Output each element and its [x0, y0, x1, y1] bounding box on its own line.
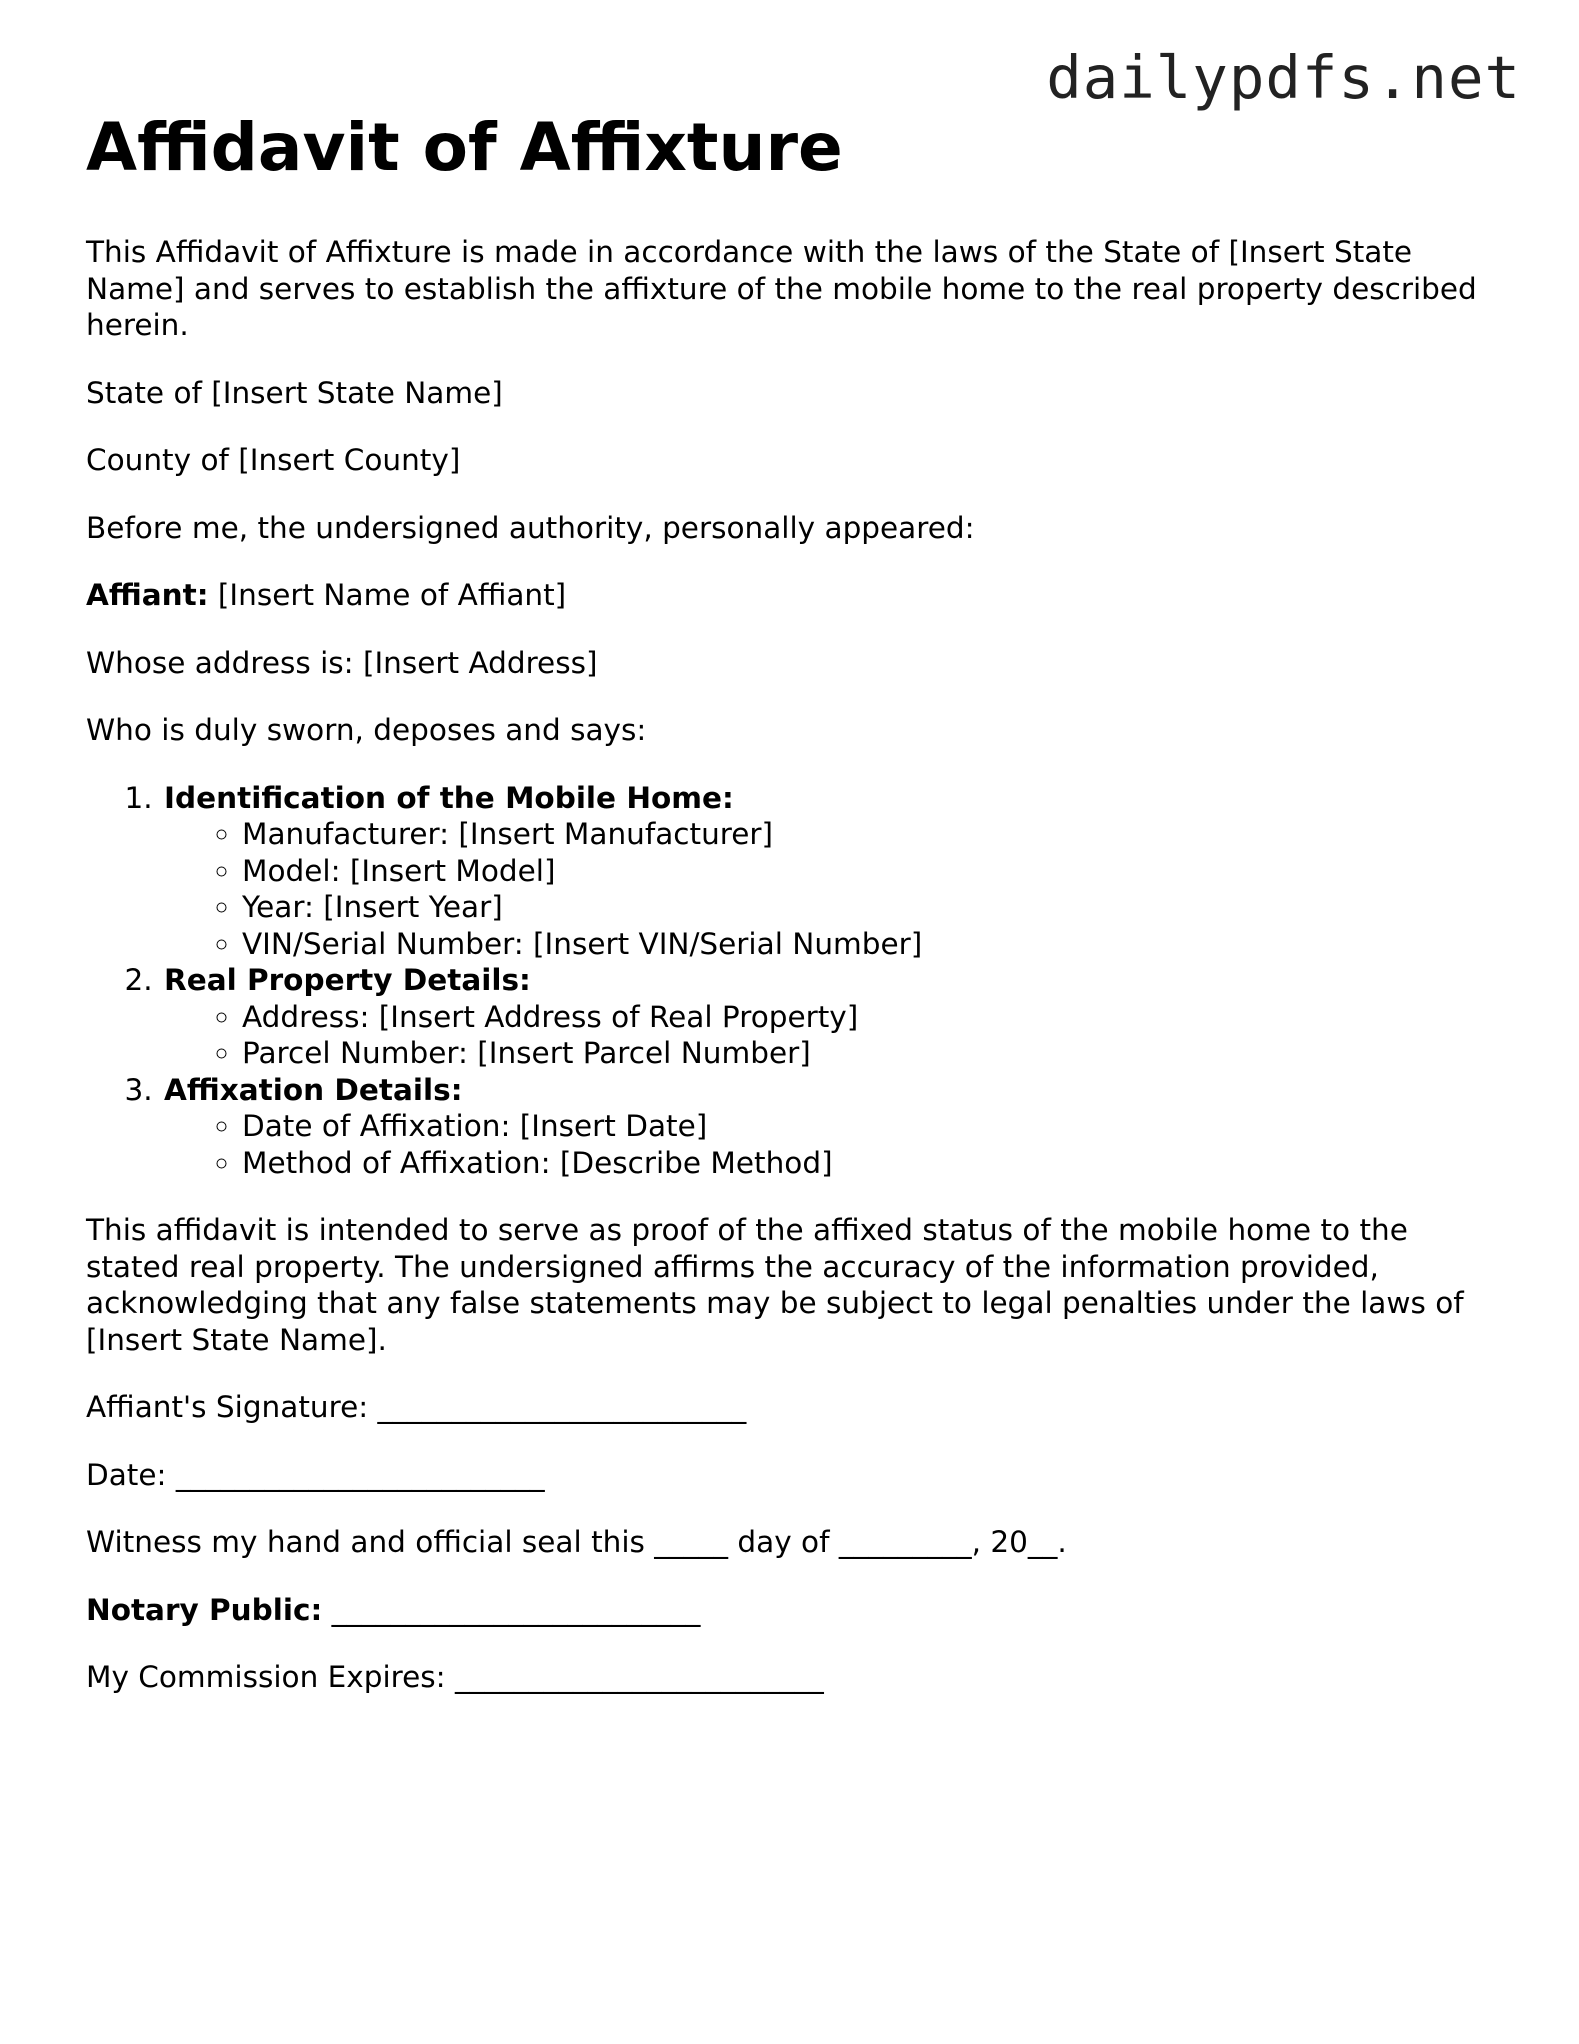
address-line: Whose address is: [Insert Address] [86, 645, 598, 680]
detail-list [164, 816, 1486, 962]
notary-blank: _________________________ [322, 1592, 701, 1627]
affiant-label: Affiant: [86, 578, 209, 612]
sworn-line: Who is duly sworn, deposes and says: [86, 713, 647, 747]
section-heading: Real Property Details: [164, 963, 531, 997]
statement-list [86, 780, 1486, 1182]
appeared-line: Before me, the undersigned authority, personally appeared: [86, 510, 975, 545]
detail-list [164, 999, 1486, 1072]
affiant-value: [Insert Name of Affiant] [208, 578, 567, 612]
document-body [86, 108, 1486, 1727]
section-affixation [162, 1072, 1486, 1182]
commission-line: My Commission Expires: _________________________ [86, 1660, 824, 1694]
witness-line: Witness my hand and official seal this _____ day of _________, 20__. [86, 1525, 1067, 1559]
date-line: Date: _________________________ [86, 1457, 545, 1492]
detail-item: ◦ Manufacturer: [Insert Manufacturer] [242, 816, 1486, 853]
detail-list [164, 1108, 1486, 1181]
intro-paragraph: This Affidavit of Affixture is made in accordance with the laws of the State of [Insert State Name] and serves to establish the affixture of the mobile home to the real property described herein. [86, 235, 1477, 342]
closing-paragraph: This affidavit is intended to serve as proof of the affixed status of the mobile home to the stated real property. The undersigned affirms the accuracy of the information provided, acknowledging that any false statements may be subject to legal penalties under the laws of [Insert State Name]. [86, 1213, 1464, 1357]
detail-item: ◦ Address: [Insert Address of Real Property] [242, 999, 1486, 1036]
detail-item: ◦ Year: [Insert Year] [242, 889, 1486, 926]
notary-line [86, 1592, 1486, 1629]
document-title: Affidavit of Affixture [86, 109, 843, 186]
section-heading: Affixation Details: [164, 1072, 463, 1107]
section-heading: Identification of the Mobile Home: [164, 780, 734, 815]
detail-item: ◦ VIN/Serial Number: [Insert VIN/Serial Number] [242, 926, 1486, 963]
section-mobile-home [162, 780, 1486, 963]
detail-item: ◦ Parcel Number: [Insert Parcel Number] [242, 1035, 1486, 1072]
notary-label: Notary Public: [86, 1592, 323, 1627]
watermark: dailypdfs.net [1046, 43, 1521, 112]
detail-item: ◦ Model: [Insert Model] [242, 853, 1486, 890]
affiant-line [86, 577, 1486, 614]
county-line: County of [Insert County] [86, 443, 461, 477]
detail-item: ◦ Date of Affixation: [Insert Date] [242, 1108, 1486, 1145]
detail-item: ◦ Method of Affixation: [Describe Method] [242, 1145, 1486, 1182]
state-line: State of [Insert State Name] [86, 375, 503, 410]
signature-line: Affiant's Signature: _________________________ [86, 1390, 747, 1424]
section-real-property [162, 962, 1486, 1072]
